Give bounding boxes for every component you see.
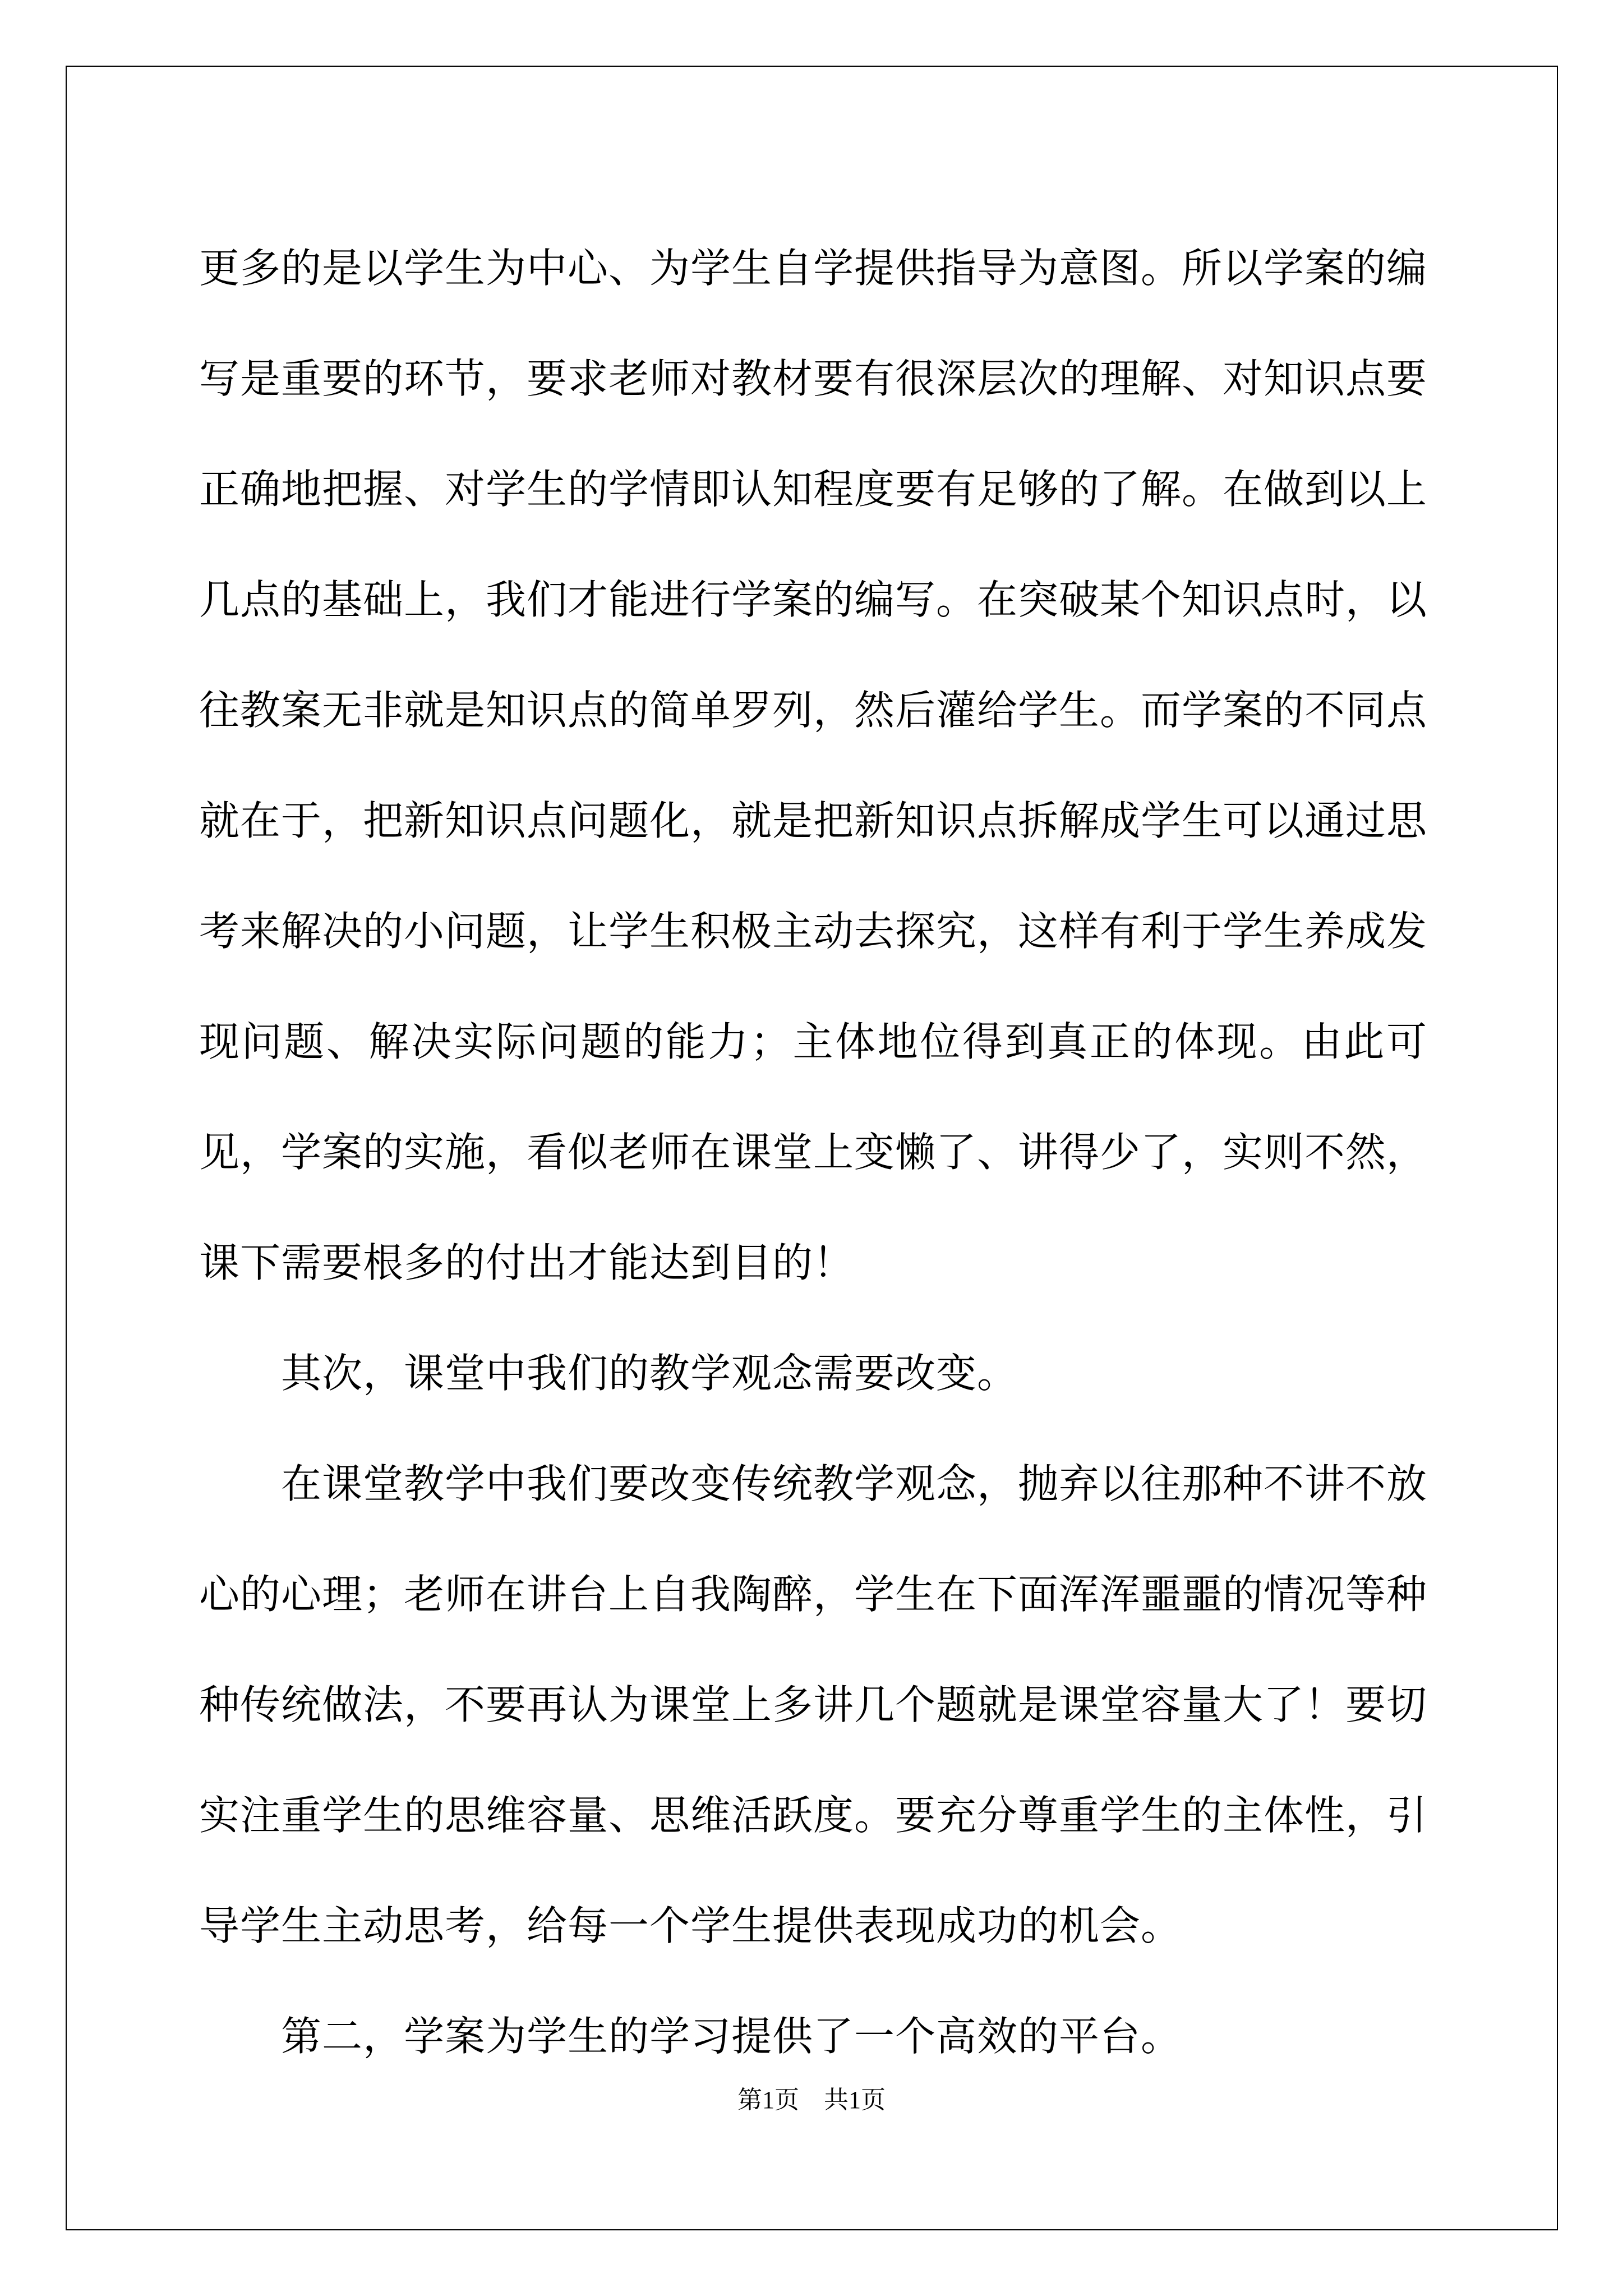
document-body <box>199 213 1427 2092</box>
paragraph-4: 第二，学案为学生的学习提供了一个高效的平台。 <box>281 2013 1182 2060</box>
paragraph-2: 其次，课堂中我们的教学观念需要改变。 <box>281 1350 1018 1397</box>
paragraph-1: 更多的是以学生为中心、为学生自学提供指导为意图。所以学案的编写是重要的环节，要求老师对教材要有很深层次的理解、对知识点要正确地把握、对学生的学情即认知程度要有足够的了解。在做到以上几点的基础上，我们才能进行学案的编写。在突破某个知识点时，以往教案无非就是知识点的简单罗列，然后灌给学生。而学案的不同点就在于，把新知识点问题化，就是把新知识点拆解成学生可以通过思考来解决的小问题，让学生积极主动去探究，这样有利于学生养成发现问题、解决实际问题的能力；主体地位得到真正的体现。由此可见，学案的实施，看似老师在课堂上变懒了、讲得少了，实则不然，课下需要根多的付出才能达到目的！ <box>199 245 1428 1286</box>
page-footer: 第1页 共1页 <box>737 2086 886 2114</box>
paragraph-3: 在课堂教学中我们要改变传统教学观念，抛弃以往那种不讲不放心的心理；老师在讲台上自我陶醉，学生在下面浑浑噩噩的情况等种种传统做法，不要再认为课堂上多讲几个题就是课堂容量大了！要切实注重学生的思维容量、思维活跃度。要充分尊重学生的主体性，引导学生主动思考，给每一个学生提供表现成功的机会。 <box>199 1460 1428 1949</box>
